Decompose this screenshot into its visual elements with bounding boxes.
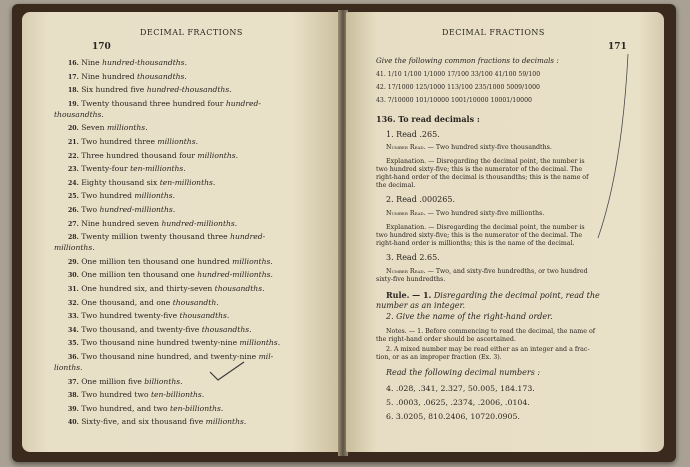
exercise-number: 31. (68, 286, 79, 293)
exercise-number: 27. (68, 220, 79, 228)
exercise-line (68, 377, 183, 388)
exercise-number: 22. (68, 152, 79, 160)
exercise-text: Three hundred thousand four (81, 150, 198, 160)
pencil-check-mark (208, 360, 248, 384)
right-page (346, 12, 664, 452)
exercise-number: 21. (68, 139, 79, 146)
exercise-unit: hundred- (225, 98, 261, 108)
exercise-unit: thousandth. (172, 297, 219, 307)
exercise-unit: thousandths. (54, 109, 104, 119)
exercise-text: Two (81, 205, 100, 214)
exercise-43: 43. 7/10000 101/10000 1001/10000 10001/10000 (376, 97, 532, 104)
exercise-unit: hundred-millionths. (99, 205, 176, 214)
read-example-2: 2. Read .000265. (386, 195, 455, 204)
exercise-text: One thousand, and one (81, 297, 173, 307)
exercise-number: 29. (68, 258, 79, 266)
pencil-stroke (594, 52, 634, 242)
exercise-number: 40. (68, 419, 79, 427)
exercise-line (54, 243, 95, 253)
exercise-41: 41. 1/10 1/100 1/1000 17/100 33/100 41/100 59/100 (376, 71, 541, 78)
explanation-1b: two hundred sixty-five; this is the numerator of the decimal. The (376, 166, 583, 173)
exercise-line (68, 404, 223, 415)
read-example-3: 3. Read 2.65. (386, 253, 440, 262)
exercise-line (68, 205, 175, 216)
exercise-line (68, 311, 229, 322)
exercise-unit: millionths. (232, 256, 273, 266)
exercise-number: 24. (68, 179, 79, 187)
read-following-instruction: Read the following decimal numbers : (386, 368, 541, 377)
exercise-line (68, 232, 265, 243)
exercise-text: Six hundred five (81, 85, 147, 95)
exercise-line (68, 164, 186, 175)
exercise-line (68, 257, 273, 268)
fractions-instruction: Give the following common fractions to decimals : (376, 56, 559, 65)
exercise-unit: ten-millionths. (159, 177, 216, 187)
exercise-line (68, 191, 175, 202)
exercise-text: Seven (81, 123, 107, 133)
exercise-line (68, 123, 148, 134)
exercise-line (68, 390, 204, 401)
notes-1a: Notes. — 1. Before commencing to read the decimal, the name of (386, 328, 596, 335)
exercise-unit: billionths. (144, 376, 183, 386)
exercise-unit: thousandths. (137, 71, 187, 81)
exercise-unit: mil- (258, 352, 274, 361)
notes-1b: the right-hand order should be ascertained. (376, 336, 516, 343)
exercise-text: One hundred six, and thirty-seven (81, 284, 215, 293)
open-book (12, 4, 676, 462)
exercise-text: Eighty thousand six (81, 177, 160, 187)
explanation-2a: Explanation. — Disregarding the decimal point, the number is (386, 224, 585, 231)
number-read-2: Number Read. — Two hundred sixty-five millionths. (386, 210, 545, 217)
exercise-number: 30. (68, 272, 79, 280)
explanation-1a: Explanation. — Disregarding the decimal point, the number is (386, 158, 585, 165)
exercise-unit: millionths. (106, 123, 148, 133)
exercise-text: Twenty-four (81, 164, 131, 174)
exercise-line (54, 363, 83, 373)
exercise-line (68, 151, 238, 162)
exercise-number: 34. (68, 326, 79, 334)
exercise-number: 36. (68, 354, 79, 361)
exercise-unit: thousandths. (201, 324, 252, 334)
exercise-text: Nine (81, 58, 103, 67)
exercise-line (68, 137, 198, 148)
exercise-unit: hundred-millionths. (161, 218, 238, 228)
exercise-number: 33. (68, 313, 79, 321)
exercise-line (68, 72, 187, 83)
exercise-unit: millionths. (54, 243, 95, 253)
explanation-2b: two hundred sixty-five; this is the numerator of the decimal. The (376, 232, 583, 239)
exercise-line (68, 417, 246, 428)
exercise-number: 37. (68, 378, 79, 386)
exercise-line (68, 85, 232, 96)
exercise-unit: hundred- (230, 232, 266, 242)
exercise-unit: millionths. (205, 417, 247, 427)
exercise-unit: ten-billionths. (170, 403, 224, 413)
exercise-number: 16. (68, 60, 79, 67)
exercise-text: One million five (81, 376, 145, 386)
exercise-number: 39. (68, 405, 79, 413)
right-page-header: DECIMAL FRACTIONS (442, 28, 545, 37)
left-page-header: DECIMAL FRACTIONS (140, 28, 243, 37)
exercise-line (68, 219, 237, 230)
exercise-text: Two hundred three (81, 137, 158, 146)
exercise-unit: lionths. (54, 363, 83, 372)
exercise-number: 32. (68, 299, 79, 307)
exercise-unit: hundred-thousandths. (102, 58, 187, 67)
exercise-line (68, 298, 219, 309)
number-read-3a: Number Read. — Two, and sixty-five hundredths, or two hundred (386, 268, 588, 275)
exercise-text: Nine hundred (81, 71, 137, 81)
exercise-line (68, 338, 280, 349)
exercise-unit: millionths. (157, 137, 199, 146)
exercise-line (68, 284, 265, 295)
exercise-number: 38. (68, 392, 79, 400)
exercise-number: 28. (68, 234, 79, 242)
exercise-4: 4. .028, .341, 2.327, 50.005, 184.173. (386, 384, 535, 393)
explanation-1d: the decimal. (376, 182, 416, 189)
exercise-unit: ten-millionths. (130, 164, 186, 174)
exercise-number: 17. (68, 73, 79, 81)
exercise-unit: hundred-thousandths. (146, 85, 232, 95)
exercise-unit: hundred-millionths. (197, 270, 273, 280)
number-read-3b: sixty-five hundredths. (376, 276, 446, 283)
exercise-line (68, 178, 215, 189)
number-read-1: Number Read. — Two hundred sixty-five thousandths. (386, 144, 552, 151)
exercise-line (68, 325, 252, 336)
exercise-text: Two thousand nine hundred, and twenty-nine (81, 352, 259, 361)
exercise-text: Twenty million twenty thousand three (81, 232, 231, 242)
left-page-number: 170 (92, 42, 111, 52)
exercise-text: Two thousand nine hundred twenty-nine (81, 338, 240, 348)
exercise-number: 25. (68, 193, 79, 201)
notes-2b: tion, or as an improper fraction (Ex. 3). (376, 354, 502, 361)
exercise-text: Two hundred twenty-five (81, 311, 180, 321)
exercise-42: 42. 17/1000 125/1000 113/100 235/1000 5009/1000 (376, 84, 540, 91)
exercise-unit: millionths. (134, 191, 176, 201)
exercise-line (68, 58, 187, 69)
exercise-text: Two hundred (81, 191, 135, 201)
exercise-number: 26. (68, 207, 79, 214)
exercise-5: 5. .0003, .0625, .2374, .2006, .0104. (386, 398, 530, 407)
exercise-number: 35. (68, 340, 79, 348)
exercise-text: One million ten thousand one (81, 270, 198, 280)
section-136: 136. To read decimals : (376, 114, 480, 124)
exercise-text: Sixty-five, and six thousand five (81, 417, 206, 427)
exercise-line (54, 110, 104, 120)
exercise-line (68, 99, 261, 110)
left-page (22, 12, 340, 452)
exercise-line (68, 270, 273, 281)
exercise-number: 18. (68, 87, 79, 95)
exercise-number: 19. (68, 100, 79, 108)
exercise-unit: millionths. (239, 338, 281, 348)
explanation-1c: right-hand order of the decimal is thousandths; this is the name of (376, 174, 589, 181)
exercise-text: Two hundred two (81, 390, 151, 400)
rule-1: Rule. — 1. Disregarding the decimal point, read the (386, 290, 600, 300)
explanation-2c: right-hand order is millionths; this is the name of the decimal. (376, 240, 575, 247)
notes-2a: 2. A mixed number may be read either as an integer and a frac- (386, 346, 590, 353)
exercise-unit: millionths. (197, 150, 239, 160)
exercise-text: Twenty thousand three hundred four (81, 98, 226, 108)
rule-2: 2. Give the name of the right-hand order. (386, 312, 553, 321)
exercise-unit: thousandths. (214, 284, 265, 293)
exercise-number: 20. (68, 125, 79, 133)
exercise-text: Nine hundred seven (81, 218, 162, 228)
exercise-6: 6. 3.0205, 810.2406, 10720.0905. (386, 412, 520, 421)
right-page-number: 171 (608, 42, 627, 52)
exercise-number: 23. (68, 166, 79, 174)
exercise-text: Two thousand, and twenty-five (81, 324, 202, 334)
read-example-1: 1. Read .265. (386, 130, 440, 139)
exercise-text: One million ten thousand one hundred (81, 256, 233, 266)
exercise-text: Two hundred, and two (81, 403, 171, 413)
rule-1-cont: number as an integer. (376, 301, 465, 310)
exercise-unit: thousandths. (179, 311, 230, 321)
exercise-unit: ten-billionths. (150, 390, 205, 400)
